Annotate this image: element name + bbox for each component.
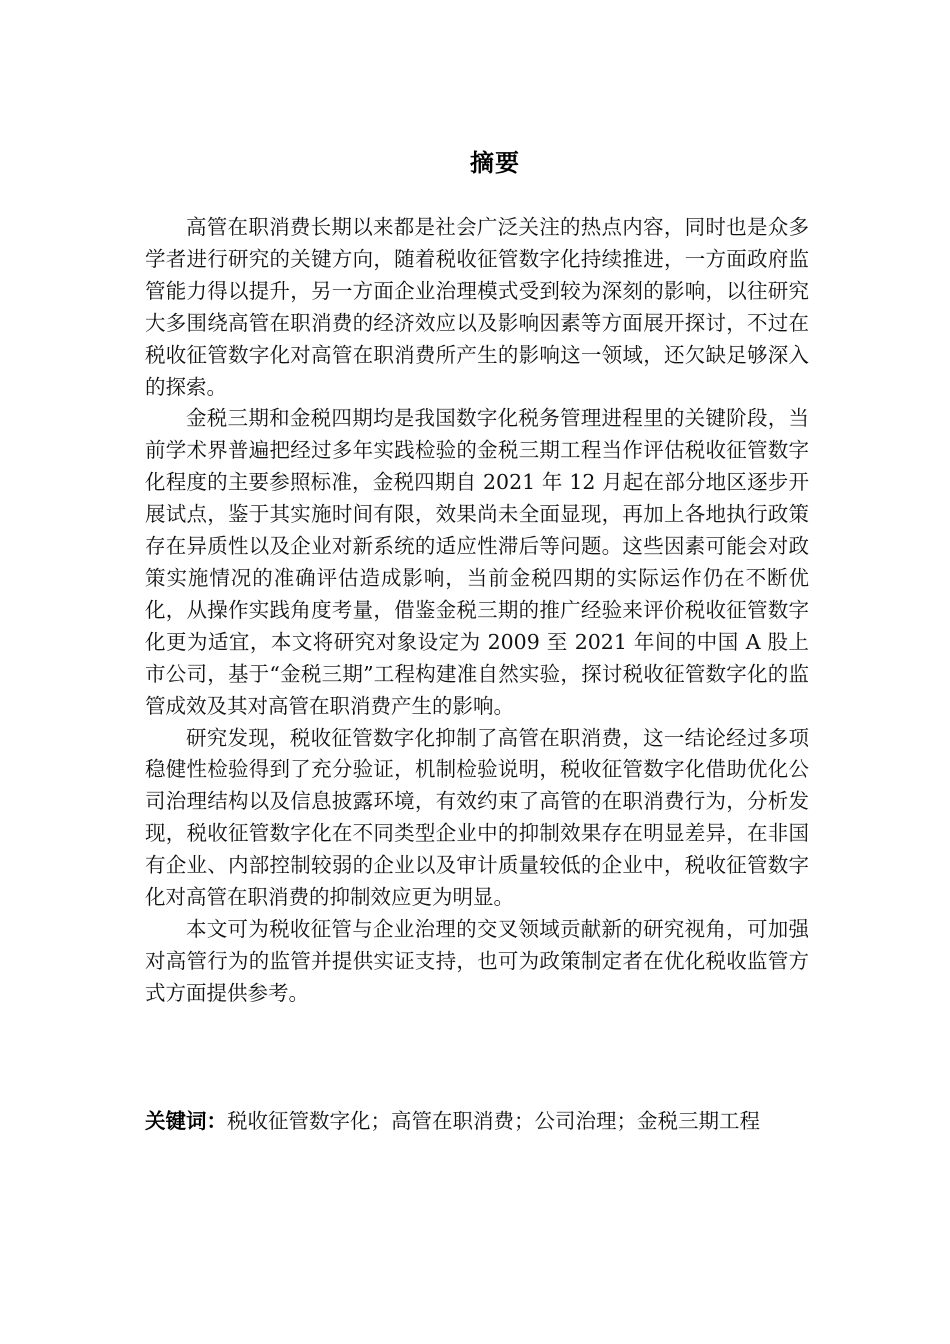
keywords-line [145,1106,809,1138]
abstract-title: 摘要 [470,149,520,177]
abstract-paragraph-3: 研究发现，税收征管数字化抑制了高管在职消费，这一结论经过多项稳健性检验得到了充分验证，机制检验说明，税收征管数字化借助优化公司治理结构以及信息披露环境，有效约束了高管的在职消费行为，分析发现，税收征管数字化在不同类型企业中的抑制效果存在明显差异，在非国有企业、内部控制较弱的企业以及审计质量较低的企业中，税收征管数字化对高管在职消费的抑制效应更为明显。 [145,725,809,910]
keywords-text: 税收征管数字化；高管在职消费；公司治理；金税三期工程 [227,1109,760,1133]
abstract-paragraph-1: 高管在职消费长期以来都是社会广泛关注的热点内容，同时也是众多学者进行研究的关键方向，随着税收征管数字化持续推进，一方面政府监管能力得以提升，另一方面企业治理模式受到较为深刻的影响，以往研究大多围绕高管在职消费的经济效应以及影响因素等方面展开探讨，不过在税收征管数字化对高管在职消费所产生的影响这一领域，还欠缺足够深入的探索。 [145,215,809,399]
keywords-label: 关键词： [145,1109,227,1133]
abstract-paragraph-2: 金税三期和金税四期均是我国数字化税务管理进程里的关键阶段，当前学术界普遍把经过多年实践检验的金税三期工程当作评估税收征管数字化程度的主要参照标准，金税四期自 2021 年 12 月起在部分地区逐步开展试点，鉴于其实施时间有限，效果尚未全面显现，再加上各地执行政策存在异质性以及企业对新系统的适应性滞后等问题。这些因素可能会对政策实施情况的准确评估造成影响，当前金税四期的实际运作仍在不断优化，从操作实践角度考量，借鉴金税三期的推广经验来评价税收征管数字化更为适宜，本文将研究对象设定为 2009 至 2021 年间的中国 A 股上市公司，基于“金税三期”工程构建准自然实验，探讨税收征管数字化的监管成效及其对高管在职消费产生的影响。 [145,406,809,718]
abstract-paragraph-4: 本文可为税收征管与企业治理的交叉领域贡献新的研究视角，可加强对高管行为的监管并提供实证支持，也可为政策制定者在优化税收监管方式方面提供参考。 [145,916,809,1005]
abstract-body [145,212,809,1010]
